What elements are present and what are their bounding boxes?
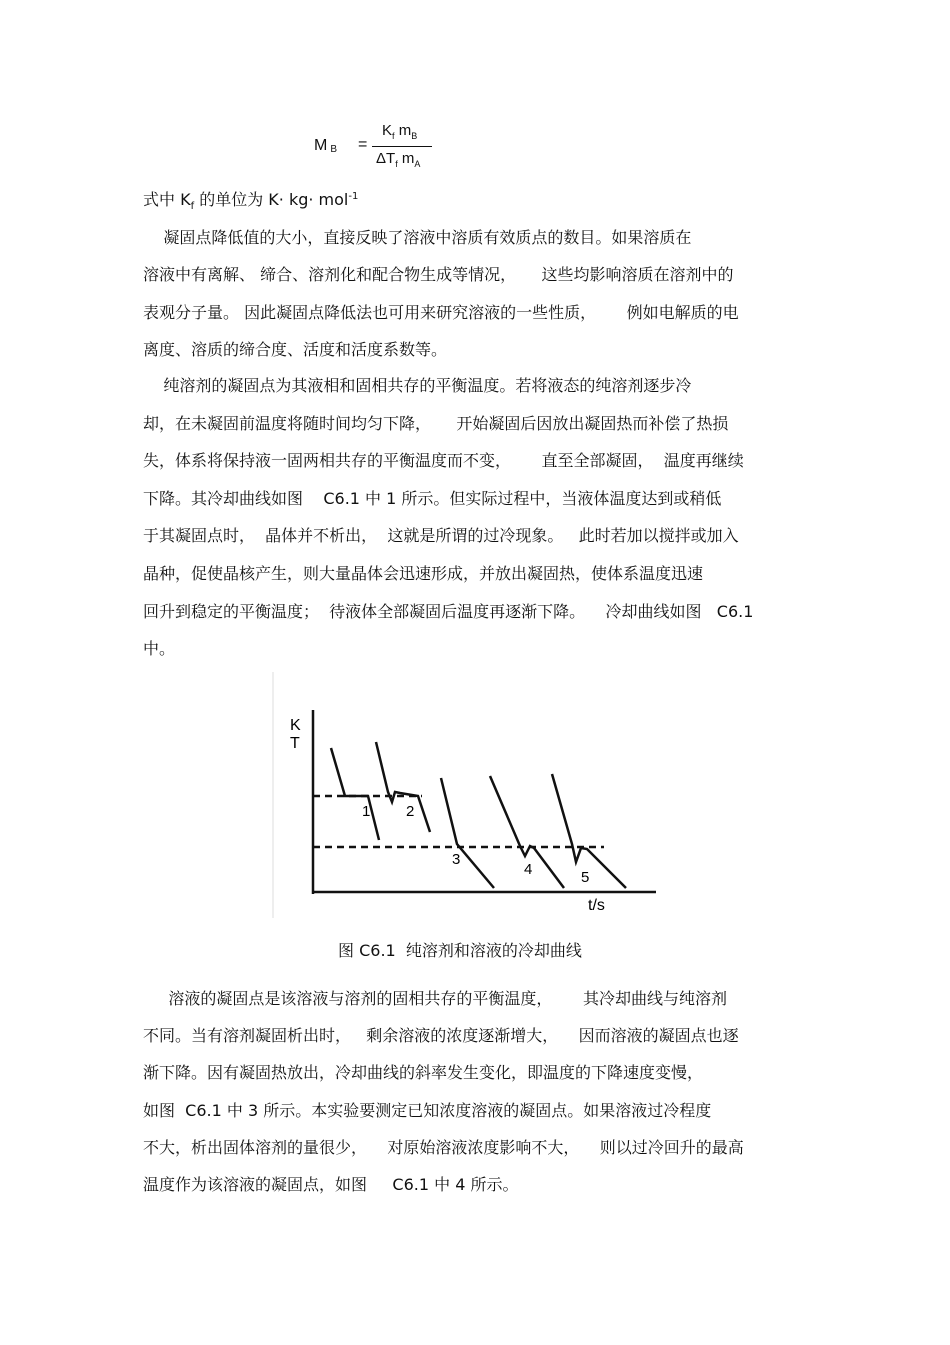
text-line: 凝固点降低值的大小，直接反映了溶液中溶质有效质点的数目。如果溶质在 bbox=[143, 228, 692, 247]
curve-label-5: 5 bbox=[581, 869, 590, 886]
text-line: 中。 bbox=[143, 639, 176, 659]
molar-mass-formula bbox=[314, 122, 474, 172]
formula-equals: = bbox=[358, 136, 368, 153]
cooling-curve-figure bbox=[270, 668, 670, 920]
y-label-top: K bbox=[290, 717, 301, 734]
curve-label-1: 1 bbox=[362, 803, 371, 820]
text-line: 溶液的凝固点是该溶液与溶剂的固相共存的平衡温度， 其冷却曲线与纯溶剂 bbox=[143, 989, 727, 1008]
text-line: 表观分子量。 因此凝固点降低法也可用来研究溶液的一些性质， 例如电解质的电 bbox=[143, 302, 739, 322]
formula-denominator: $\Delta T_f$ $m_A$ bbox=[376, 150, 421, 169]
text-line: 温度作为该溶液的凝固点，如图 C6.1 中 4 所示。 bbox=[143, 1175, 519, 1194]
text-line: 回升到稳定的平衡温度； 待液体全部凝固后温度再逐渐下降。 冷却曲线如图 C6.1 bbox=[143, 601, 754, 621]
text-line: 却，在未凝固前温度将随时间均匀下降， 开始凝固后因放出凝固热而补偿了热损 bbox=[143, 413, 729, 433]
curve-2 bbox=[376, 742, 430, 832]
curve-1 bbox=[331, 748, 379, 840]
text-line: 渐下降。因有凝固热放出，冷却曲线的斜率发生变化，即温度的下降速度变慢， bbox=[143, 1063, 704, 1083]
curve-3 bbox=[441, 778, 494, 888]
curve-label-2: 2 bbox=[406, 803, 415, 820]
text-line: 纯溶剂的凝固点为其液相和固相共存的平衡温度。若将液态的纯溶剂逐步冷 bbox=[143, 376, 692, 395]
curve-label-3: 3 bbox=[452, 851, 461, 868]
y-label-bottom: T bbox=[290, 735, 300, 752]
formula-numerator: $K_f$ $m_B$ bbox=[382, 122, 418, 141]
text-line: 如图 C6.1 中 3 所示。本实验要测定已知浓度溶液的凝固点。如果溶液过冷程度 bbox=[143, 1100, 712, 1120]
text-line: 下降。其冷却曲线如图 C6.1 中 1 所示。但实际过程中，当液体温度达到或稍低 bbox=[143, 488, 722, 508]
formula-lhs: M $_B$ bbox=[314, 137, 337, 155]
text-line: 溶液中有离解、 缔合、溶剂化和配合物生成等情况， 这些均影响溶质在溶剂中的 bbox=[143, 265, 734, 285]
text-line: 晶种，促使晶核产生，则大量晶体会迅速形成，并放出凝固热，使体系温度迅速 bbox=[143, 564, 704, 583]
text-line: 失，体系将保持液一固两相共存的平衡温度而不变， 直至全部凝固， 温度再继续 bbox=[143, 451, 744, 471]
x-label: t/s bbox=[588, 897, 605, 914]
text-line: 于其凝固点时， 晶体并不析出， 这就是所谓的过冷现象。 此时若加以搅拌或加入 bbox=[143, 526, 739, 546]
units-line: 式中 $K_f$ 的单位为 K· kg· mol$^{-1}$ bbox=[143, 190, 359, 213]
fraction-bar bbox=[372, 146, 432, 147]
text-line: 离度、溶质的缔合度、活度和活度系数等。 bbox=[143, 339, 448, 359]
curve-label-4: 4 bbox=[524, 861, 533, 878]
text-line: 不大，析出固体溶剂的量很少， 对原始溶液浓度影响不大， 则以过冷回升的最高 bbox=[143, 1137, 744, 1157]
text-line: 不同。当有溶剂凝固析出时， 剩余溶液的浓度逐渐增大， 因而溶液的凝固点也逐 bbox=[143, 1026, 739, 1046]
figure-caption: 图 C6.1 纯溶剂和溶液的冷却曲线 bbox=[338, 941, 582, 960]
